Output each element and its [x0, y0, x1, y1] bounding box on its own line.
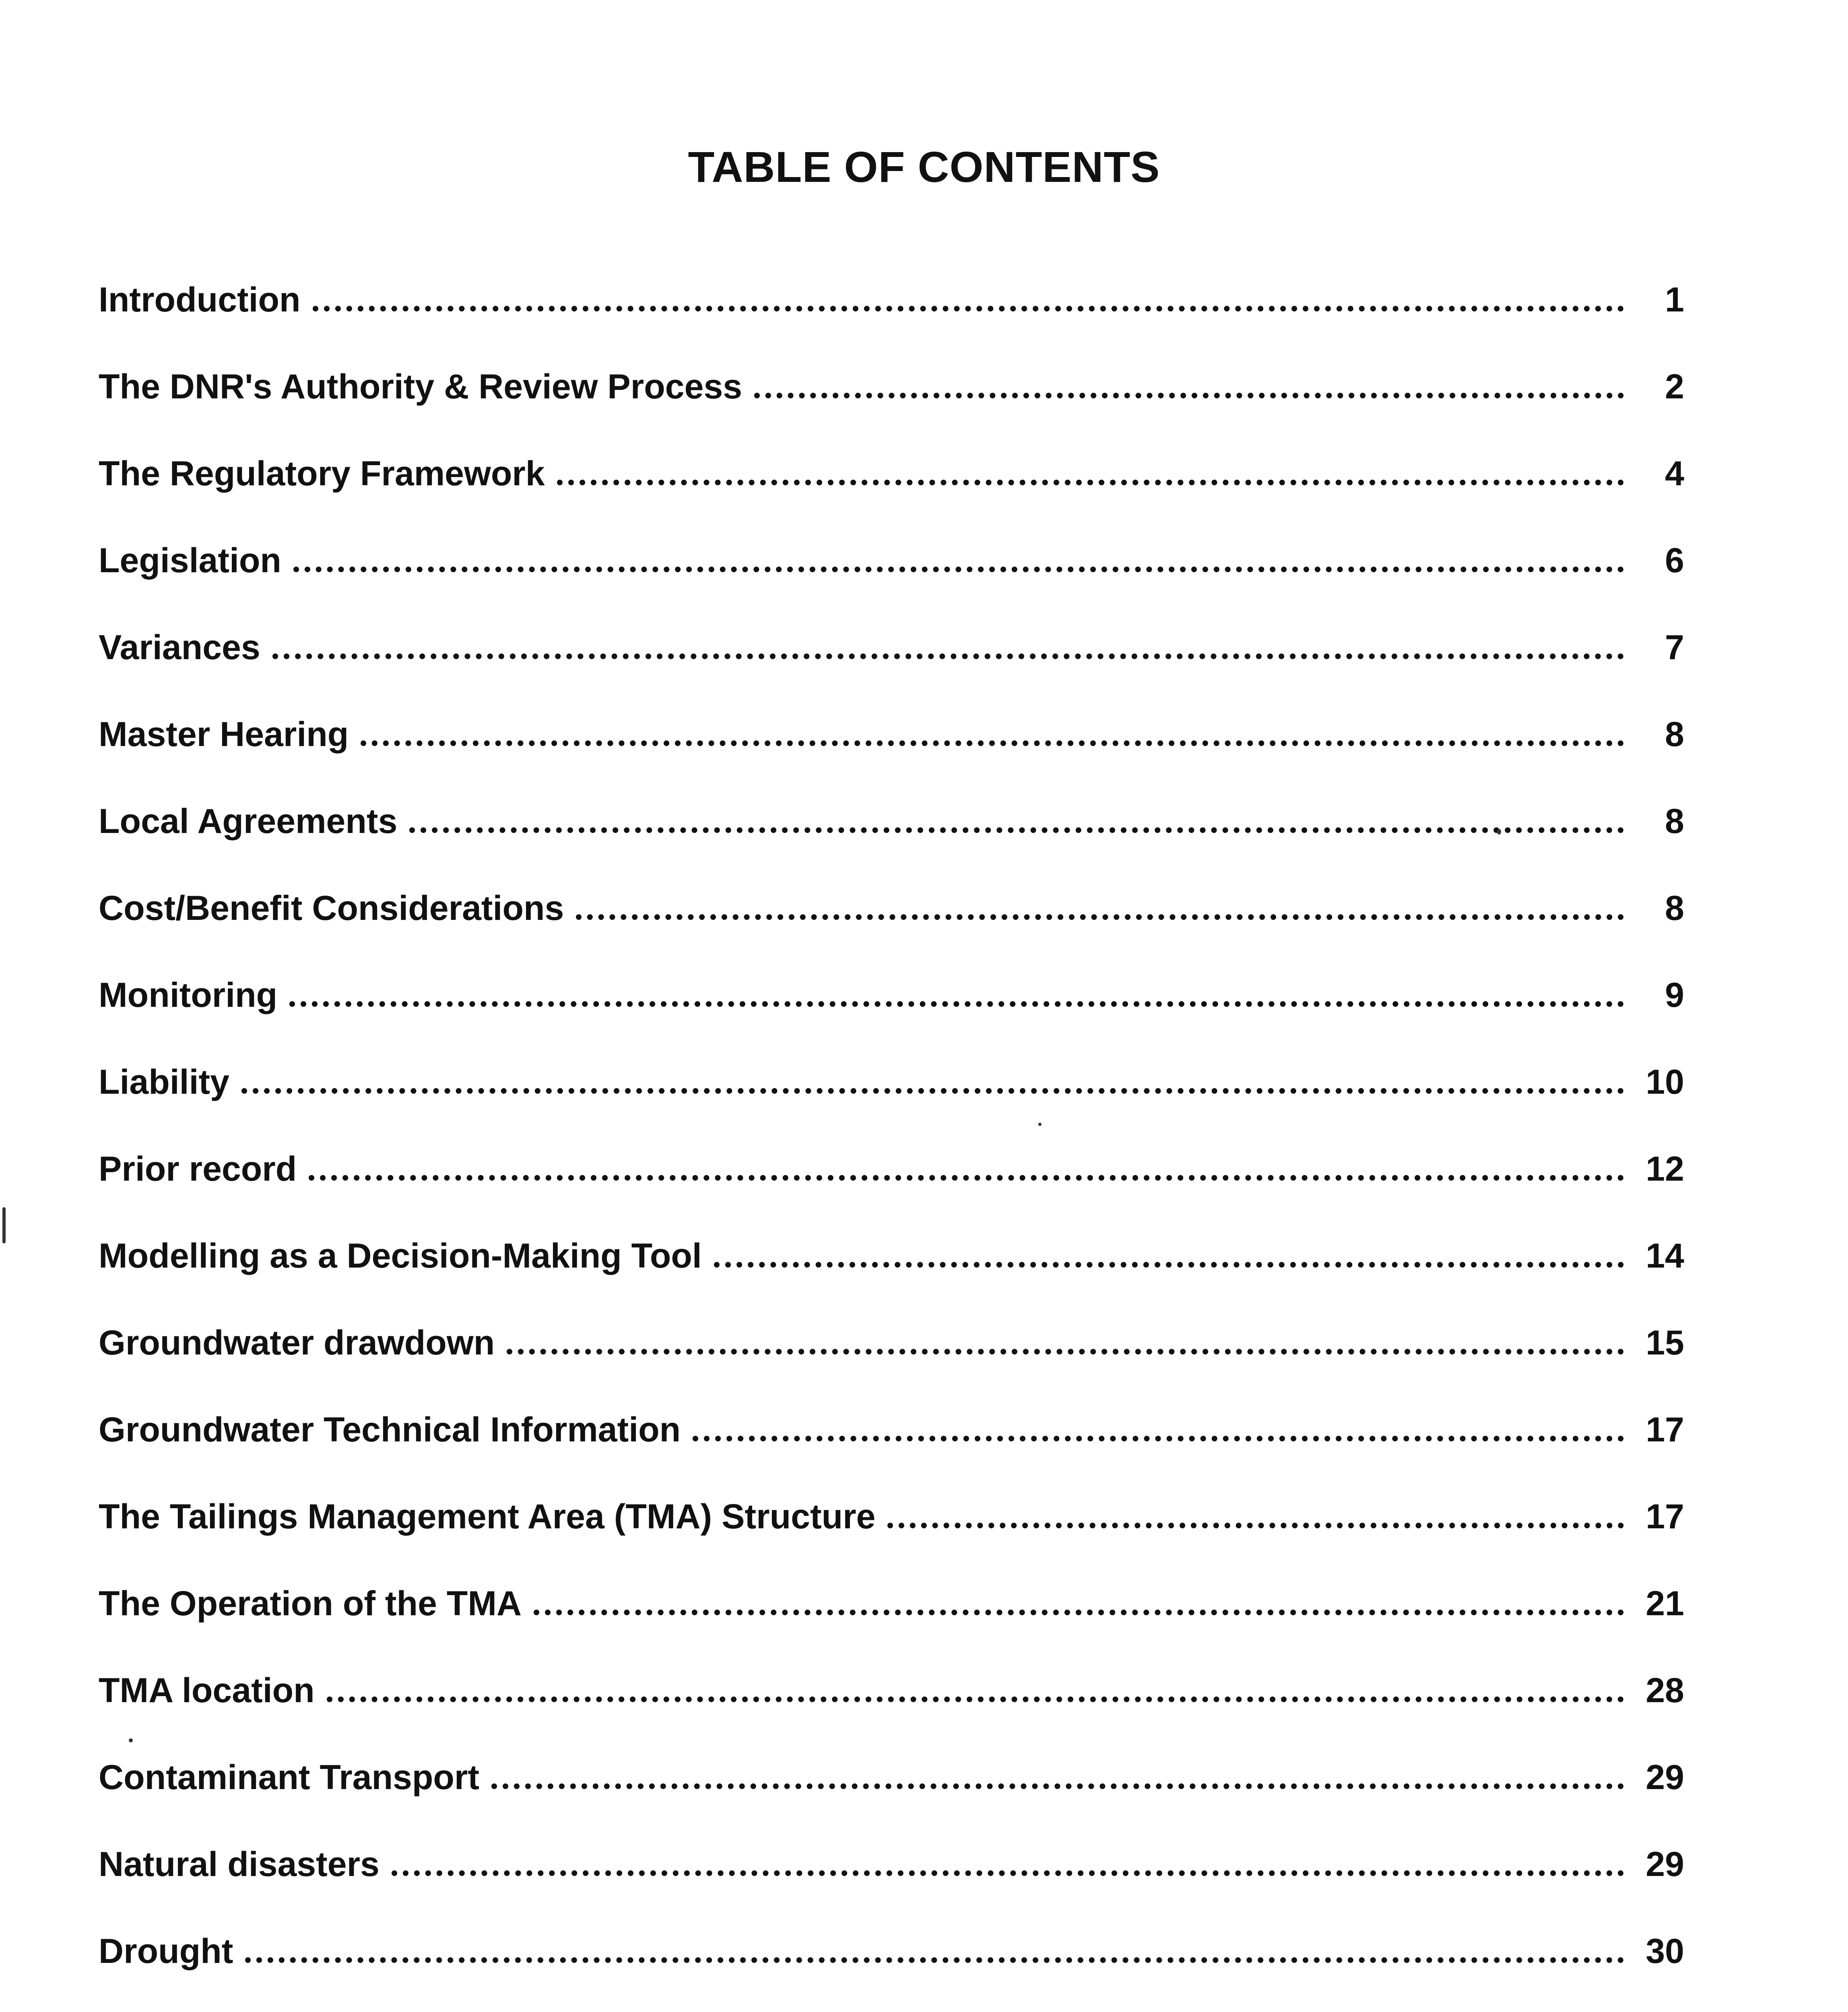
toc-entry-label: The Operation of the TMA — [99, 1584, 522, 1623]
toc-entry-label: Local Agreements — [99, 802, 398, 841]
dot-leader — [409, 827, 1624, 833]
toc-entry — [99, 451, 1684, 538]
dot-leader — [557, 480, 1624, 485]
toc-entry — [99, 365, 1684, 451]
toc-entry — [99, 1929, 1684, 2012]
dot-leader — [693, 1436, 1624, 1441]
toc-entry-page: 14 — [1646, 1237, 1684, 1275]
scan-artifact — [2, 1207, 6, 1243]
toc-entry-label: Legislation — [99, 541, 281, 580]
toc-entry — [99, 1060, 1684, 1147]
dot-leader — [241, 1088, 1624, 1094]
toc-entry-label: Groundwater drawdown — [99, 1323, 495, 1362]
dot-leader — [507, 1349, 1624, 1354]
dot-leader — [327, 1697, 1624, 1702]
toc-entry-label: Cost/Benefit Considerations — [99, 889, 564, 928]
toc-entry — [99, 1147, 1684, 1234]
toc-entry-page: 30 — [1646, 1932, 1684, 1971]
toc-entry — [99, 712, 1684, 799]
toc-entry — [99, 1234, 1684, 1321]
toc-entry-label: Contaminant Transport — [99, 1758, 480, 1797]
dot-leader — [576, 914, 1624, 920]
toc-entry-page: 8 — [1665, 715, 1684, 754]
dot-leader — [887, 1523, 1624, 1528]
toc-entry-label: The Regulatory Framework — [99, 454, 545, 493]
toc-entry-page: 12 — [1646, 1150, 1684, 1188]
page-title: TABLE OF CONTENTS — [688, 142, 1160, 191]
toc-entry-label: The Tailings Management Area (TMA) Structure — [99, 1497, 876, 1536]
toc-entry-label: Drought — [99, 1932, 233, 1971]
scan-artifact — [1497, 829, 1501, 835]
toc-entry-label: Prior record — [99, 1150, 297, 1188]
toc-entry-label: Modelling as a Decision-Making Tool — [99, 1237, 702, 1275]
dot-leader — [272, 653, 1624, 659]
toc-entry — [99, 1408, 1684, 1495]
toc-entry-page: 8 — [1665, 802, 1684, 841]
dot-leader — [309, 1175, 1624, 1181]
toc-entry-page: 10 — [1646, 1063, 1684, 1101]
toc-entry-label: Natural disasters — [99, 1845, 380, 1884]
toc-entry — [99, 1321, 1684, 1408]
dot-leader — [491, 1783, 1624, 1789]
toc-entry-page: 15 — [1646, 1323, 1684, 1362]
toc-entry-label: Master Hearing — [99, 715, 349, 754]
toc-entry-page: 21 — [1646, 1584, 1684, 1623]
toc-entry — [99, 625, 1684, 712]
toc-entry-page: 4 — [1665, 454, 1684, 493]
toc-entry — [99, 1495, 1684, 1581]
dot-leader — [714, 1262, 1624, 1268]
dot-leader — [754, 393, 1624, 398]
toc-entry — [99, 1581, 1684, 1668]
toc-entry-page: 17 — [1646, 1410, 1684, 1449]
toc-entry-label: Introduction — [99, 280, 301, 319]
toc-entry — [99, 799, 1684, 886]
dot-leader — [293, 567, 1624, 572]
toc-entry-label: Variances — [99, 628, 260, 667]
scan-artifact — [1038, 1123, 1042, 1126]
toc-entry — [99, 278, 1684, 365]
toc-entry — [99, 1755, 1684, 1842]
toc-entry-label: Groundwater Technical Information — [99, 1410, 681, 1449]
toc-entry-label: TMA location — [99, 1671, 315, 1710]
toc-entry-page: 28 — [1646, 1671, 1684, 1710]
toc-entry-page: 6 — [1665, 541, 1684, 580]
toc-entry-page: 9 — [1665, 976, 1684, 1014]
toc-entry — [99, 1668, 1684, 1755]
toc-entry — [99, 538, 1684, 625]
toc-entry-label: The DNR's Authority & Review Process — [99, 367, 742, 406]
toc-entry-page: 29 — [1646, 1845, 1684, 1884]
toc-entry-label: Monitoring — [99, 976, 278, 1014]
dot-leader — [245, 1957, 1624, 1963]
toc-entry-page: 17 — [1646, 1497, 1684, 1536]
toc-entry-page: 7 — [1665, 628, 1684, 667]
toc-entry-page: 2 — [1665, 367, 1684, 406]
dot-leader — [361, 740, 1624, 746]
toc-entry-page: 1 — [1665, 280, 1684, 319]
toc-entry — [99, 973, 1684, 1060]
dot-leader — [313, 306, 1624, 311]
dot-leader — [534, 1610, 1624, 1615]
toc-entry-page: 29 — [1646, 1758, 1684, 1797]
scan-artifact — [129, 1738, 133, 1742]
toc-entry — [99, 1842, 1684, 1929]
toc-entry-page: 8 — [1665, 889, 1684, 928]
toc-entry — [99, 886, 1684, 973]
toc-entry-label: Liability — [99, 1063, 229, 1101]
dot-leader — [392, 1870, 1624, 1876]
table-of-contents — [99, 278, 1684, 2012]
dot-leader — [289, 1001, 1624, 1007]
